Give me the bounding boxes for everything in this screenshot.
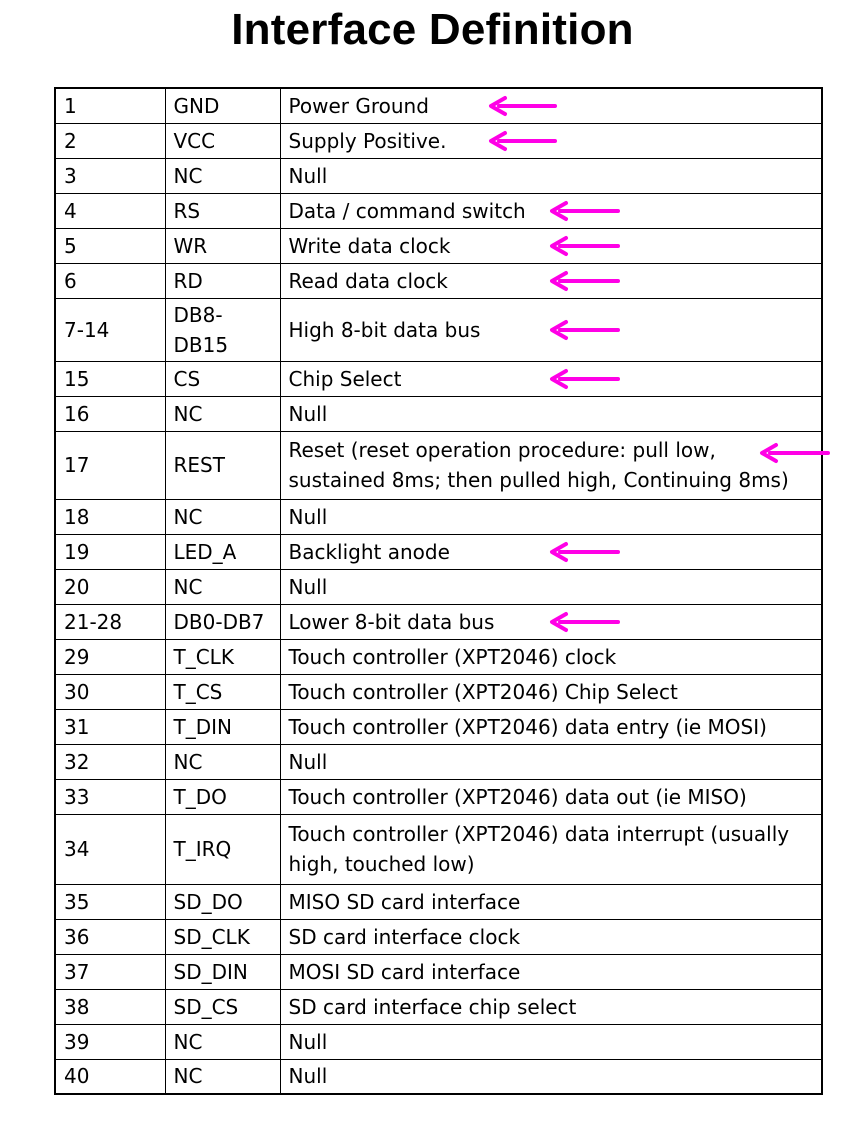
signal-name-cell: T_CS [165, 674, 280, 709]
table-row [55, 1024, 822, 1059]
pin-number-cell: 1 [55, 88, 165, 123]
description-cell: Touch controller (XPT2046) data out (ie MISO) [280, 779, 822, 814]
table-row [55, 604, 822, 639]
table-row [55, 361, 822, 396]
signal-name-cell: CS [165, 361, 280, 396]
pin-number-cell: 37 [55, 954, 165, 989]
pin-number-cell: 15 [55, 361, 165, 396]
description-cell: Touch controller (XPT2046) Chip Select [280, 674, 822, 709]
table-row [55, 534, 822, 569]
pin-number-cell: 7-14 [55, 298, 165, 361]
table-row [55, 814, 822, 884]
signal-name-cell: LED_A [165, 534, 280, 569]
table-row [55, 989, 822, 1024]
page-title: Interface Definition [231, 5, 634, 54]
pin-number-cell: 19 [55, 534, 165, 569]
table-row [55, 158, 822, 193]
table-row [55, 569, 822, 604]
table-row [55, 919, 822, 954]
pin-number-cell: 4 [55, 193, 165, 228]
description-cell: Reset (reset operation procedure: pull low, sustained 8ms; then pulled high, Continuing 8ms) [280, 431, 822, 499]
pin-number-cell: 33 [55, 779, 165, 814]
signal-name-cell: DB0-DB7 [165, 604, 280, 639]
pin-number-cell: 39 [55, 1024, 165, 1059]
table-row [55, 88, 822, 123]
table-row [55, 263, 822, 298]
table-row [55, 744, 822, 779]
table-row [55, 298, 822, 361]
pin-number-cell: 35 [55, 884, 165, 919]
table-row [55, 639, 822, 674]
signal-name-cell: T_DIN [165, 709, 280, 744]
description-cell: Null [280, 396, 822, 431]
description-cell: Touch controller (XPT2046) clock [280, 639, 822, 674]
signal-name-cell: SD_DO [165, 884, 280, 919]
description-cell: Null [280, 569, 822, 604]
description-cell: High 8-bit data bus [280, 298, 822, 361]
pin-number-cell: 6 [55, 263, 165, 298]
signal-name-cell: DB8-DB15 [165, 298, 280, 361]
description-cell: Null [280, 158, 822, 193]
description-cell: SD card interface chip select [280, 989, 822, 1024]
signal-name-cell: REST [165, 431, 280, 499]
description-cell: Null [280, 499, 822, 534]
signal-name-cell: SD_CLK [165, 919, 280, 954]
table-row [55, 228, 822, 263]
table-row [55, 779, 822, 814]
pin-number-cell: 18 [55, 499, 165, 534]
signal-name-cell: SD_DIN [165, 954, 280, 989]
table-row [55, 884, 822, 919]
signal-name-cell: VCC [165, 123, 280, 158]
pin-number-cell: 30 [55, 674, 165, 709]
description-cell: Lower 8-bit data bus [280, 604, 822, 639]
description-cell: Backlight anode [280, 534, 822, 569]
pin-number-cell: 2 [55, 123, 165, 158]
table-row [55, 123, 822, 158]
pin-number-cell: 3 [55, 158, 165, 193]
table-row [55, 431, 822, 499]
pin-number-cell: 5 [55, 228, 165, 263]
pin-number-cell: 36 [55, 919, 165, 954]
table-row [55, 1059, 822, 1094]
signal-name-cell: T_IRQ [165, 814, 280, 884]
description-cell: Write data clock [280, 228, 822, 263]
description-cell: Read data clock [280, 263, 822, 298]
description-cell: SD card interface clock [280, 919, 822, 954]
table-row [55, 954, 822, 989]
pin-number-cell: 21-28 [55, 604, 165, 639]
table-row [55, 396, 822, 431]
signal-name-cell: RS [165, 193, 280, 228]
signal-name-cell: T_CLK [165, 639, 280, 674]
signal-name-cell: RD [165, 263, 280, 298]
pin-number-cell: 29 [55, 639, 165, 674]
table-row [55, 674, 822, 709]
pin-number-cell: 38 [55, 989, 165, 1024]
pin-number-cell: 17 [55, 431, 165, 499]
signal-name-cell: WR [165, 228, 280, 263]
description-cell: MISO SD card interface [280, 884, 822, 919]
description-cell: Power Ground [280, 88, 822, 123]
signal-name-cell: NC [165, 1024, 280, 1059]
description-cell: Supply Positive. [280, 123, 822, 158]
signal-name-cell: NC [165, 396, 280, 431]
signal-name-cell: SD_CS [165, 989, 280, 1024]
description-cell: Touch controller (XPT2046) data entry (ie MOSI) [280, 709, 822, 744]
description-cell: Null [280, 1024, 822, 1059]
pin-number-cell: 16 [55, 396, 165, 431]
description-cell: MOSI SD card interface [280, 954, 822, 989]
description-cell: Touch controller (XPT2046) data interrupt (usually high, touched low) [280, 814, 822, 884]
table-row [55, 709, 822, 744]
signal-name-cell: NC [165, 744, 280, 779]
table-body [55, 88, 822, 1094]
signal-name-cell: NC [165, 569, 280, 604]
description-cell: Null [280, 1059, 822, 1094]
signal-name-cell: NC [165, 158, 280, 193]
table-row [55, 193, 822, 228]
table-row [55, 499, 822, 534]
signal-name-cell: NC [165, 499, 280, 534]
pin-number-cell: 34 [55, 814, 165, 884]
signal-name-cell: T_DO [165, 779, 280, 814]
signal-name-cell: NC [165, 1059, 280, 1094]
pin-number-cell: 31 [55, 709, 165, 744]
pin-number-cell: 20 [55, 569, 165, 604]
description-cell: Null [280, 744, 822, 779]
signal-name-cell: GND [165, 88, 280, 123]
interface-table [54, 87, 823, 1095]
pin-number-cell: 40 [55, 1059, 165, 1094]
description-cell: Data / command switch [280, 193, 822, 228]
description-cell: Chip Select [280, 361, 822, 396]
pin-number-cell: 32 [55, 744, 165, 779]
